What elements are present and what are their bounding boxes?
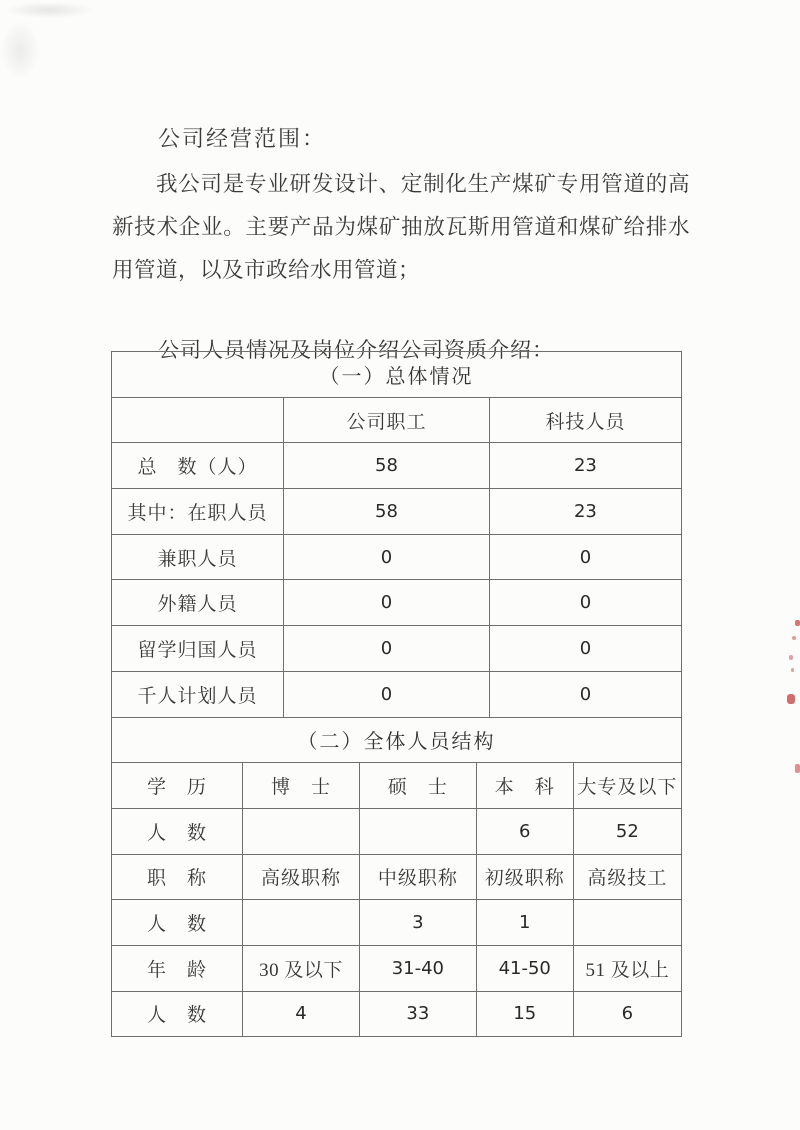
cell-value [243,900,360,946]
row-label: 年 龄 [112,945,243,991]
overall-situation-table [111,351,682,763]
cell-value: 0 [284,626,490,672]
table-row [112,626,682,672]
cell-value: 初级职称 [476,854,573,900]
cell-value: 23 [489,489,681,535]
table-row [112,945,682,991]
row-label: 留学归国人员 [112,626,284,672]
table-header-row [112,397,682,443]
cell-value: 0 [489,626,681,672]
cell-value: 0 [489,671,681,717]
row-label: 总 数（人） [112,443,284,489]
cell-value: 58 [284,443,490,489]
cell-value: 4 [243,991,360,1037]
cell-value: 3 [359,900,476,946]
cell-value: 高级职称 [243,854,360,900]
cell-value: 0 [284,671,490,717]
row-label: 职 称 [112,854,243,900]
table-section-title-row [112,717,682,763]
cell-value: 高级技工 [573,854,681,900]
row-label: 人 数 [112,808,243,854]
cell-value: 31-40 [359,945,476,991]
cell-value: 58 [284,489,490,535]
cell-value: 0 [284,534,490,580]
row-label: 人 数 [112,991,243,1037]
row-label: 外籍人员 [112,580,284,626]
cell-value: 硕 士 [359,763,476,809]
table-row [112,580,682,626]
cell-value: 博 士 [243,763,360,809]
table-row [112,763,682,809]
cell-value: 0 [284,580,490,626]
row-label: 兼职人员 [112,534,284,580]
cell-value [573,900,681,946]
table-row [112,808,682,854]
table-row [112,671,682,717]
scan-smudge [0,20,40,80]
business-scope-heading: 公司经营范围： [158,126,327,151]
table-row [112,443,682,489]
cell-value: 0 [489,580,681,626]
row-label: 千人计划人员 [112,671,284,717]
header-cell-blank [112,397,284,443]
table-row [112,489,682,535]
header-cell-company-staff: 公司职工 [284,397,490,443]
table-section-title-row [112,352,682,398]
table-row [112,900,682,946]
personnel-table [111,351,682,1037]
business-scope-paragraph: 我公司是专业研发设计、定制化生产煤矿专用管道的高新技术企业。主要产品为煤矿抽放瓦斯用管道和煤矿给排水用管道，以及市政给水用管道； [112,171,690,282]
cell-value: 中级职称 [359,854,476,900]
cell-value: 本 科 [476,763,573,809]
cell-value [243,808,360,854]
cell-value: 23 [489,443,681,489]
row-label: 学 历 [112,763,243,809]
row-label: 其中：在职人员 [112,489,284,535]
row-label: 人 数 [112,900,243,946]
red-stamp-fragment [787,694,795,704]
cell-value: 30 及以下 [243,945,360,991]
section2-title: （二）全体人员结构 [112,717,682,763]
red-stamp-fragment [795,764,800,773]
red-stamp-fragment [792,636,796,640]
cell-value: 52 [573,808,681,854]
red-stamp-fragment [795,620,800,626]
red-stamp-fragment [789,655,793,660]
cell-value: 41-50 [476,945,573,991]
cell-value: 1 [476,900,573,946]
cell-value: 0 [489,534,681,580]
personnel-table-caption: 公司人员情况及岗位介绍公司资质介绍： [158,338,554,362]
personnel-structure-table [111,762,682,1037]
section1-title: （一）总体情况 [112,352,682,398]
table-row [112,534,682,580]
cell-value: 33 [359,991,476,1037]
cell-value: 15 [476,991,573,1037]
cell-value: 6 [476,808,573,854]
cell-value: 大专及以下 [573,763,681,809]
table-row [112,991,682,1037]
cell-value [359,808,476,854]
cell-value: 6 [573,991,681,1037]
table-row [112,854,682,900]
cell-value: 51 及以上 [573,945,681,991]
scan-smudge [4,2,94,18]
red-stamp-fragment [791,668,794,672]
header-cell-tech-staff: 科技人员 [489,397,681,443]
